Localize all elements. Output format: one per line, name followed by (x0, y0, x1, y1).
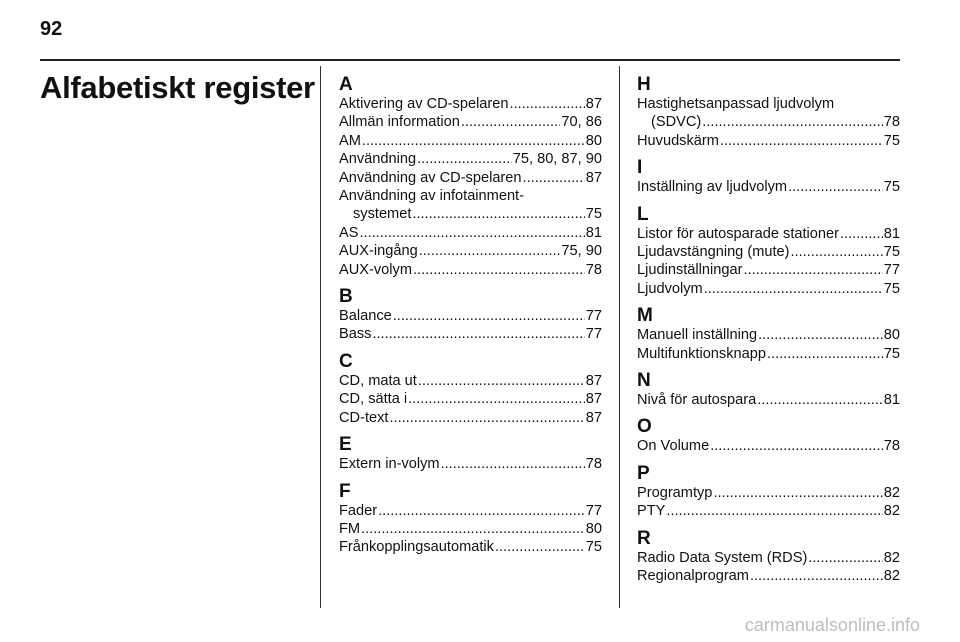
index-entry-label: AUX-ingång (339, 243, 418, 260)
index-entry (339, 409, 602, 427)
dot-leader (510, 95, 585, 113)
dot-leader (419, 242, 561, 260)
index-entry (637, 280, 900, 298)
index-entry (339, 261, 602, 279)
index-group (339, 75, 602, 279)
index-entry-label: Manuell inställning (637, 327, 758, 344)
index-entry-label: AM (339, 132, 361, 149)
index-entry-label: Allmän information (339, 114, 460, 131)
index-entry (339, 307, 602, 325)
index-entry-pages: 81 (883, 225, 900, 242)
index-group (637, 158, 900, 196)
index-entry-label: Ljudvolym (637, 280, 703, 297)
index-group (637, 75, 900, 150)
index-entry-label: AUX-volym (339, 261, 412, 278)
index-group (637, 464, 900, 521)
index-entry-label: Användning (339, 151, 417, 168)
index-entry-label: AS (339, 224, 359, 241)
index-letter-heading: B (339, 286, 353, 308)
dot-leader (461, 113, 561, 131)
dot-leader (389, 409, 584, 427)
dot-leader (372, 325, 584, 343)
index-group (637, 306, 900, 363)
index-entry-pages: 78 (883, 438, 900, 455)
index-entry (637, 225, 900, 243)
index-entry-label: Programtyp (637, 484, 713, 501)
index-entry (637, 326, 900, 344)
index-entry (637, 345, 900, 363)
dot-leader (791, 243, 883, 261)
header-rule (40, 59, 900, 61)
index-entry-pages: 78 (585, 261, 602, 278)
index-group (637, 205, 900, 299)
dot-leader (378, 502, 585, 520)
index-entry-pages: 82 (883, 568, 900, 585)
dot-leader (408, 390, 585, 408)
index-entry (637, 243, 900, 261)
index-entry-pages: 87 (585, 96, 602, 112)
index-group (339, 435, 602, 473)
index-group (637, 371, 900, 409)
index-entry-pages: 75 (883, 244, 900, 261)
index-entry-pages: 81 (585, 224, 602, 241)
index-entry (637, 391, 900, 409)
index-letter-heading: I (637, 157, 643, 179)
index-entry-pages: 87 (585, 169, 602, 186)
index-entry-pages: 82 (883, 484, 900, 501)
index-entry-label: On Volume (637, 438, 710, 455)
index-entry-label: (SDVC) (651, 114, 702, 131)
index-entry-pages: 77 (585, 502, 602, 519)
index-entry-pages: 75 (883, 179, 900, 196)
dot-leader (710, 437, 883, 455)
index-entry (637, 261, 900, 279)
index-entry (339, 538, 602, 556)
index-entry-label: CD-text (339, 409, 389, 426)
index-entry-pages: 77 (585, 308, 602, 325)
index-entry-pages: 82 (883, 549, 900, 566)
index-entry-pages: 70, 86 (561, 114, 602, 131)
dot-leader (666, 502, 882, 520)
dot-leader (788, 178, 883, 196)
dot-leader (362, 132, 585, 150)
dot-leader (523, 169, 585, 187)
index-entry-pages: 80 (883, 327, 900, 344)
index-entry (339, 113, 602, 131)
dot-leader (713, 484, 882, 502)
index-entry-label: CD, sätta i (339, 391, 408, 408)
index-entry (339, 325, 602, 343)
index-entry-label: Regionalprogram (637, 568, 749, 585)
dot-leader (413, 261, 585, 279)
dot-leader (702, 113, 882, 131)
index-entry (637, 484, 900, 502)
index-entry (637, 113, 900, 131)
index-letter-heading: P (637, 462, 650, 484)
index-entry (339, 95, 602, 113)
index-entry (637, 502, 900, 520)
index-entry-pages: 82 (883, 503, 900, 520)
index-letter-heading: M (637, 305, 653, 327)
index-entry (637, 437, 900, 455)
index-group (339, 352, 602, 427)
index-entry-pages: 75, 90 (561, 243, 602, 260)
index-entry-label: systemet (353, 206, 412, 223)
index-entry-label: Listor för autosparade stationer (637, 225, 839, 242)
dot-leader (412, 205, 584, 223)
index-group (339, 482, 602, 557)
index-letter-heading: N (637, 370, 651, 392)
index-entry (339, 520, 602, 538)
index-entry-pages: 78 (883, 114, 900, 131)
index-entry (637, 567, 900, 585)
index-letter-heading: C (339, 350, 353, 372)
dot-leader (418, 372, 585, 390)
page-number: 92 (40, 18, 63, 40)
index-entry-pages: 77 (585, 326, 602, 343)
index-entry (339, 390, 602, 408)
index-entry (339, 169, 602, 187)
index-entry-label: Användning av CD-spelaren (339, 169, 522, 186)
index-letter-heading: E (339, 434, 352, 456)
index-entry-pages: 87 (585, 391, 602, 408)
index-entry-label: Ljudavstängning (mute) (637, 244, 790, 261)
index-entry-pages: 75 (585, 539, 602, 556)
index-entry-label: Aktivering av CD-spelaren (339, 96, 509, 112)
index-entry-label: Radio Data System (RDS) (637, 549, 808, 566)
dot-leader (767, 345, 883, 363)
index-letter-heading: F (339, 480, 351, 502)
index-entry (339, 372, 602, 390)
index-column-1 (339, 75, 602, 565)
index-entry-label: Huvudskärm (637, 132, 719, 149)
index-entry (339, 502, 602, 520)
index-entry-label: Balance (339, 308, 392, 325)
dot-leader (359, 224, 584, 242)
index-entry-label: Extern in-volym (339, 456, 440, 473)
index-letter-heading: L (637, 203, 649, 225)
index-entry (637, 132, 900, 150)
index-entry-pages: 87 (585, 372, 602, 389)
index-letter-heading: R (637, 527, 651, 549)
dot-leader (750, 567, 883, 585)
index-entry (339, 132, 602, 150)
dot-leader (393, 307, 585, 325)
index-entry-pages: 75 (883, 345, 900, 362)
index-entry-label: Inställning av ljudvolym (637, 179, 788, 196)
index-entry-label-start: Hastighetsanpassad ljudvolym (637, 96, 835, 112)
index-entry-pages: 81 (883, 392, 900, 409)
index-letter-heading: O (637, 416, 652, 438)
dot-leader (720, 132, 883, 150)
index-entry (339, 205, 602, 223)
watermark: carmanualsonline.info (744, 615, 920, 635)
index-entry (339, 150, 602, 168)
index-entry (339, 455, 602, 473)
index-entry (637, 549, 900, 567)
page-title: Alfabetiskt register (40, 70, 315, 105)
index-entry (339, 224, 602, 242)
dot-leader (495, 538, 585, 556)
column-divider-right (619, 66, 620, 608)
dot-leader (808, 549, 882, 567)
dot-leader (417, 150, 512, 168)
dot-leader (704, 280, 883, 298)
index-entry-label: Multifunktionsknapp (637, 345, 766, 362)
dot-leader (757, 391, 883, 409)
index-entry-pages: 75 (883, 132, 900, 149)
index-entry-pages: 80 (585, 520, 602, 537)
index-letter-heading: H (637, 74, 651, 95)
index-group (637, 417, 900, 455)
index-group (339, 287, 602, 344)
index-entry-label: Fader (339, 502, 378, 519)
index-entry-pages: 80 (585, 132, 602, 149)
index-entry-label: Frånkopplingsautomatik (339, 539, 494, 556)
index-entry-pages: 87 (585, 409, 602, 426)
index-column-2 (637, 75, 900, 594)
index-entry-label: PTY (637, 503, 666, 520)
index-entry-label-start: Användning av infotainment- (339, 188, 524, 205)
index-entry-pages: 75, 80, 87, 90 (512, 151, 602, 168)
index-entry-label: Bass (339, 326, 372, 343)
index-entry-pages: 75 (585, 206, 602, 223)
index-entry (637, 178, 900, 196)
index-group (637, 529, 900, 586)
dot-leader (441, 455, 585, 473)
dot-leader (361, 520, 585, 538)
dot-leader (758, 326, 883, 344)
index-entry-label: Nivå för autospara (637, 392, 757, 409)
index-entry-label: FM (339, 520, 361, 537)
index-entry-pages: 75 (883, 280, 900, 297)
column-divider-left (320, 66, 321, 608)
dot-leader (743, 261, 882, 279)
dot-leader (840, 225, 883, 243)
index-entry-label: Ljudinställningar (637, 262, 743, 279)
index-entry-pages: 78 (585, 456, 602, 473)
index-entry-label: CD, mata ut (339, 372, 417, 389)
index-letter-heading: A (339, 74, 353, 95)
index-entry-pages: 77 (883, 262, 900, 279)
index-entry (339, 242, 602, 260)
